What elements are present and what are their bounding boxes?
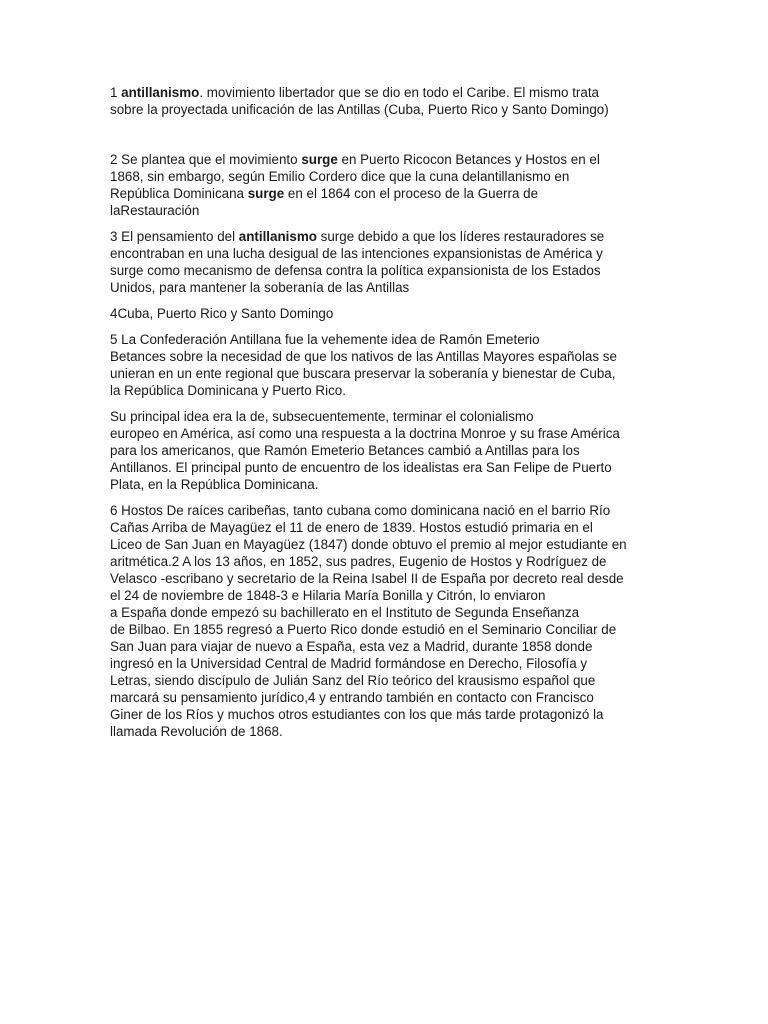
text-run: surge como mecanismo de defensa contra la política expansionista de los Estados bbox=[110, 263, 601, 278]
text-line bbox=[110, 672, 662, 689]
text-run: para los americanos, que Ramón Emeterio Betances cambió a Antillas para los bbox=[110, 443, 580, 458]
text-run: a España donde empezó su bachillerato en el Instituto de Segunda Enseñanza bbox=[110, 605, 580, 620]
text-run: Su principal idea era la de, subsecuentemente, terminar el colonialismo bbox=[110, 409, 534, 424]
paragraph-7 bbox=[110, 502, 662, 740]
text-run: 2 Se plantea que el movimiento bbox=[110, 152, 302, 167]
text-line bbox=[110, 442, 662, 459]
text-line bbox=[110, 84, 662, 101]
bold-text-run: surge bbox=[301, 152, 338, 167]
paragraph-spacer bbox=[110, 296, 662, 305]
bold-text-run: antillanismo bbox=[121, 85, 200, 100]
text-line bbox=[110, 519, 662, 536]
text-line bbox=[110, 365, 662, 382]
text-line bbox=[110, 408, 662, 425]
text-line bbox=[110, 185, 662, 202]
paragraph-3 bbox=[110, 228, 662, 296]
text-line bbox=[110, 425, 662, 442]
text-run: europeo en América, así como una respuesta a la doctrina Monroe y su frase América bbox=[110, 426, 620, 441]
text-run: Liceo de San Juan en Mayagüez (1847) donde obtuvo el premio al mejor estudiante en bbox=[110, 537, 627, 552]
paragraph-4 bbox=[110, 305, 662, 322]
text-run: encontraban en una lucha desigual de las intenciones expansionistas de América y bbox=[110, 246, 603, 261]
text-line bbox=[110, 723, 662, 740]
text-run: Betances sobre la necesidad de que los nativos de las Antillas Mayores españolas se bbox=[110, 349, 617, 364]
text-line bbox=[110, 228, 662, 245]
text-line bbox=[110, 587, 662, 604]
text-run: Letras, siendo discípulo de Julián Sanz del Río teórico del krausismo español que bbox=[110, 673, 596, 688]
text-line bbox=[110, 476, 662, 493]
text-line bbox=[110, 621, 662, 638]
text-line bbox=[110, 536, 662, 553]
text-run: 3 El pensamiento del bbox=[110, 229, 239, 244]
text-run: la República Dominicana y Puerto Rico. bbox=[110, 383, 346, 398]
text-run: 6 Hostos De raíces caribeñas, tanto cubana como dominicana nació en el barrio Río bbox=[110, 503, 611, 518]
text-run: de Bilbao. En 1855 regresó a Puerto Rico donde estudió en el Seminario Conciliar de bbox=[110, 622, 617, 637]
text-run: laRestauración bbox=[110, 203, 200, 218]
paragraph-spacer bbox=[110, 322, 662, 331]
text-run: 5 La Confederación Antillana fue la vehemente idea de Ramón Emeterio bbox=[110, 332, 540, 347]
text-line bbox=[110, 502, 662, 519]
text-run: Unidos, para mantener la soberanía de las Antillas bbox=[110, 280, 410, 295]
text-line bbox=[110, 553, 662, 570]
paragraph-spacer bbox=[110, 118, 662, 151]
text-run: el 24 de noviembre de 1848-3 e Hilaria María Bonilla y Citrón, lo enviaron bbox=[110, 588, 546, 603]
document-page bbox=[110, 84, 662, 740]
text-line bbox=[110, 570, 662, 587]
text-run: 1 bbox=[110, 85, 122, 100]
text-line bbox=[110, 604, 662, 621]
text-run: Plata, en la República Dominicana. bbox=[110, 477, 319, 492]
text-line bbox=[110, 331, 662, 348]
text-run: Giner de los Ríos y muchos otros estudiantes con los que más tarde protagonizó la bbox=[110, 707, 604, 722]
paragraph-spacer bbox=[110, 219, 662, 228]
text-run: 1868, sin embargo, según Emilio Cordero dice que la cuna delantillanismo en bbox=[110, 169, 570, 184]
text-run: . movimiento libertador que se dio en todo el Caribe. El mismo trata bbox=[199, 85, 599, 100]
text-line bbox=[110, 262, 662, 279]
text-line bbox=[110, 382, 662, 399]
text-line bbox=[110, 279, 662, 296]
text-run: 4Cuba, Puerto Rico y Santo Domingo bbox=[110, 306, 334, 321]
text-line bbox=[110, 245, 662, 262]
paragraph-spacer bbox=[110, 493, 662, 502]
text-line bbox=[110, 706, 662, 723]
text-line bbox=[110, 151, 662, 168]
text-run: República Dominicana bbox=[110, 186, 248, 201]
paragraph-1 bbox=[110, 84, 662, 118]
text-run: Cañas Arriba de Mayagüez el 11 de enero de 1839. Hostos estudió primaria en el bbox=[110, 520, 593, 535]
text-run: ingresó en la Universidad Central de Madrid formándose en Derecho, Filosofía y bbox=[110, 656, 588, 671]
paragraph-6 bbox=[110, 408, 662, 493]
text-line bbox=[110, 101, 662, 118]
bold-text-run: surge bbox=[247, 186, 285, 201]
text-run: San Juan para viajar de nuevo a España, esta vez a Madrid, durante 1858 donde bbox=[110, 639, 593, 654]
paragraph-spacer bbox=[110, 399, 662, 408]
text-line bbox=[110, 655, 662, 672]
text-run: aritmética.2 A los 13 años, en 1852, sus padres, Eugenio de Hostos y Rodríguez de bbox=[110, 554, 607, 569]
paragraph-5 bbox=[110, 331, 662, 399]
text-line bbox=[110, 638, 662, 655]
text-line bbox=[110, 202, 662, 219]
text-run: Velasco -escribano y secretario de la Reina Isabel II de España por decreto real desde bbox=[110, 571, 624, 586]
paragraph-2 bbox=[110, 151, 662, 219]
text-line bbox=[110, 459, 662, 476]
text-run: sobre la proyectada unificación de las Antillas (Cuba, Puerto Rico y Santo Domingo) bbox=[110, 102, 609, 117]
text-run: surge debido a que los líderes restauradores se bbox=[316, 229, 605, 244]
text-run: marcará su pensamiento jurídico,4 y entrando también en contacto con Francisco bbox=[110, 690, 594, 705]
text-run: en Puerto Ricocon Betances y Hostos en el bbox=[337, 152, 600, 167]
text-line bbox=[110, 689, 662, 706]
text-line bbox=[110, 348, 662, 365]
text-line bbox=[110, 168, 662, 185]
text-line bbox=[110, 305, 662, 322]
text-run: unieran en un ente regional que buscara preservar la soberanía y bienestar de Cuba, bbox=[110, 366, 616, 381]
text-run: llamada Revolución de 1868. bbox=[110, 724, 283, 739]
text-run: en el 1864 con el proceso de la Guerra de bbox=[284, 186, 539, 201]
bold-text-run: antillanismo bbox=[238, 229, 317, 244]
text-run: Antillanos. El principal punto de encuentro de los idealistas era San Felipe de Puerto bbox=[110, 460, 612, 475]
